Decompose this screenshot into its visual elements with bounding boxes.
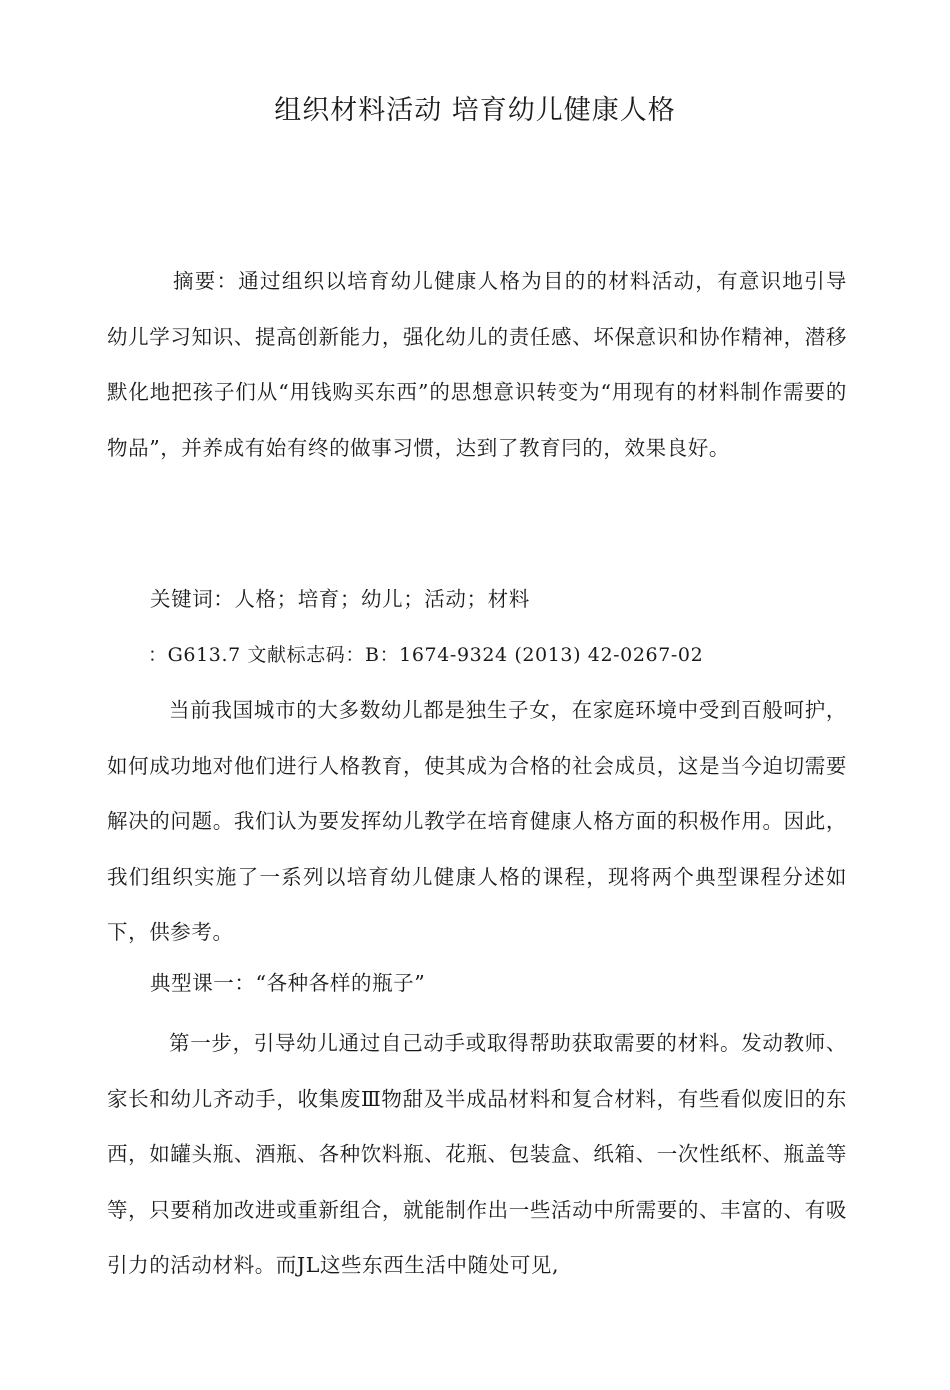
lesson-one-heading: 典型课一：“各种各样的瓶子” [150, 971, 426, 995]
classification-line: ：G613.7 文献标志码：B：1674-9324 (2013) 42-0267-02 [148, 644, 704, 666]
keywords-line: 关键词：人格；培育；幼儿；活动；材料 [150, 587, 530, 611]
abstract-paragraph: 摘要：通过组织以培育幼儿健康人格为目的的材料活动，有意识地引导幼儿学习知识、提高创新能力，强化幼儿的责任感、坏保意识和协作精神，潜移默化地把孩子们从“用钱购买东西”的思想意识转变为“用现有的材料制作需要的物品”，并养成有始有终的做事习惯，达到了教育冃的，效果良好。 [107, 269, 847, 460]
step-one-paragraph: 第一步，引导幼儿通过自己动手或取得帮助获取需要的材料。发动教师、家长和幼儿齐动手，收集废Ⅲ物甜及半成品材料和复合材料，有些看似废旧的东西，如罐头瓶、酒瓶、各种饮料瓶、花瓶、包装盒、纸箱、一次性纸杯、瓶盖等等，只要稍加改进或重新组合，就能制作出一些活动中所需要的、丰富的、有吸引力的活动材料。而JL这些东西生活中随处可见, [107, 1031, 847, 1277]
intro-paragraph: 当前我国城市的大多数幼儿都是独生子女，在家庭环境中受到百般呵护，如何成功地对他们进行人格教育，使其成为合格的社会成员，这是当今迫切需要解决的问题。我们认为要发挥幼儿教学在培育健康人格方面的积极作用。因此，我们组织实施了一系列以培育幼儿健康人格的课程，现将两个典型课程分述如下，供参考。 [107, 698, 847, 944]
document-title: 组织材料活动 培育幼儿健康人格 [274, 95, 676, 126]
